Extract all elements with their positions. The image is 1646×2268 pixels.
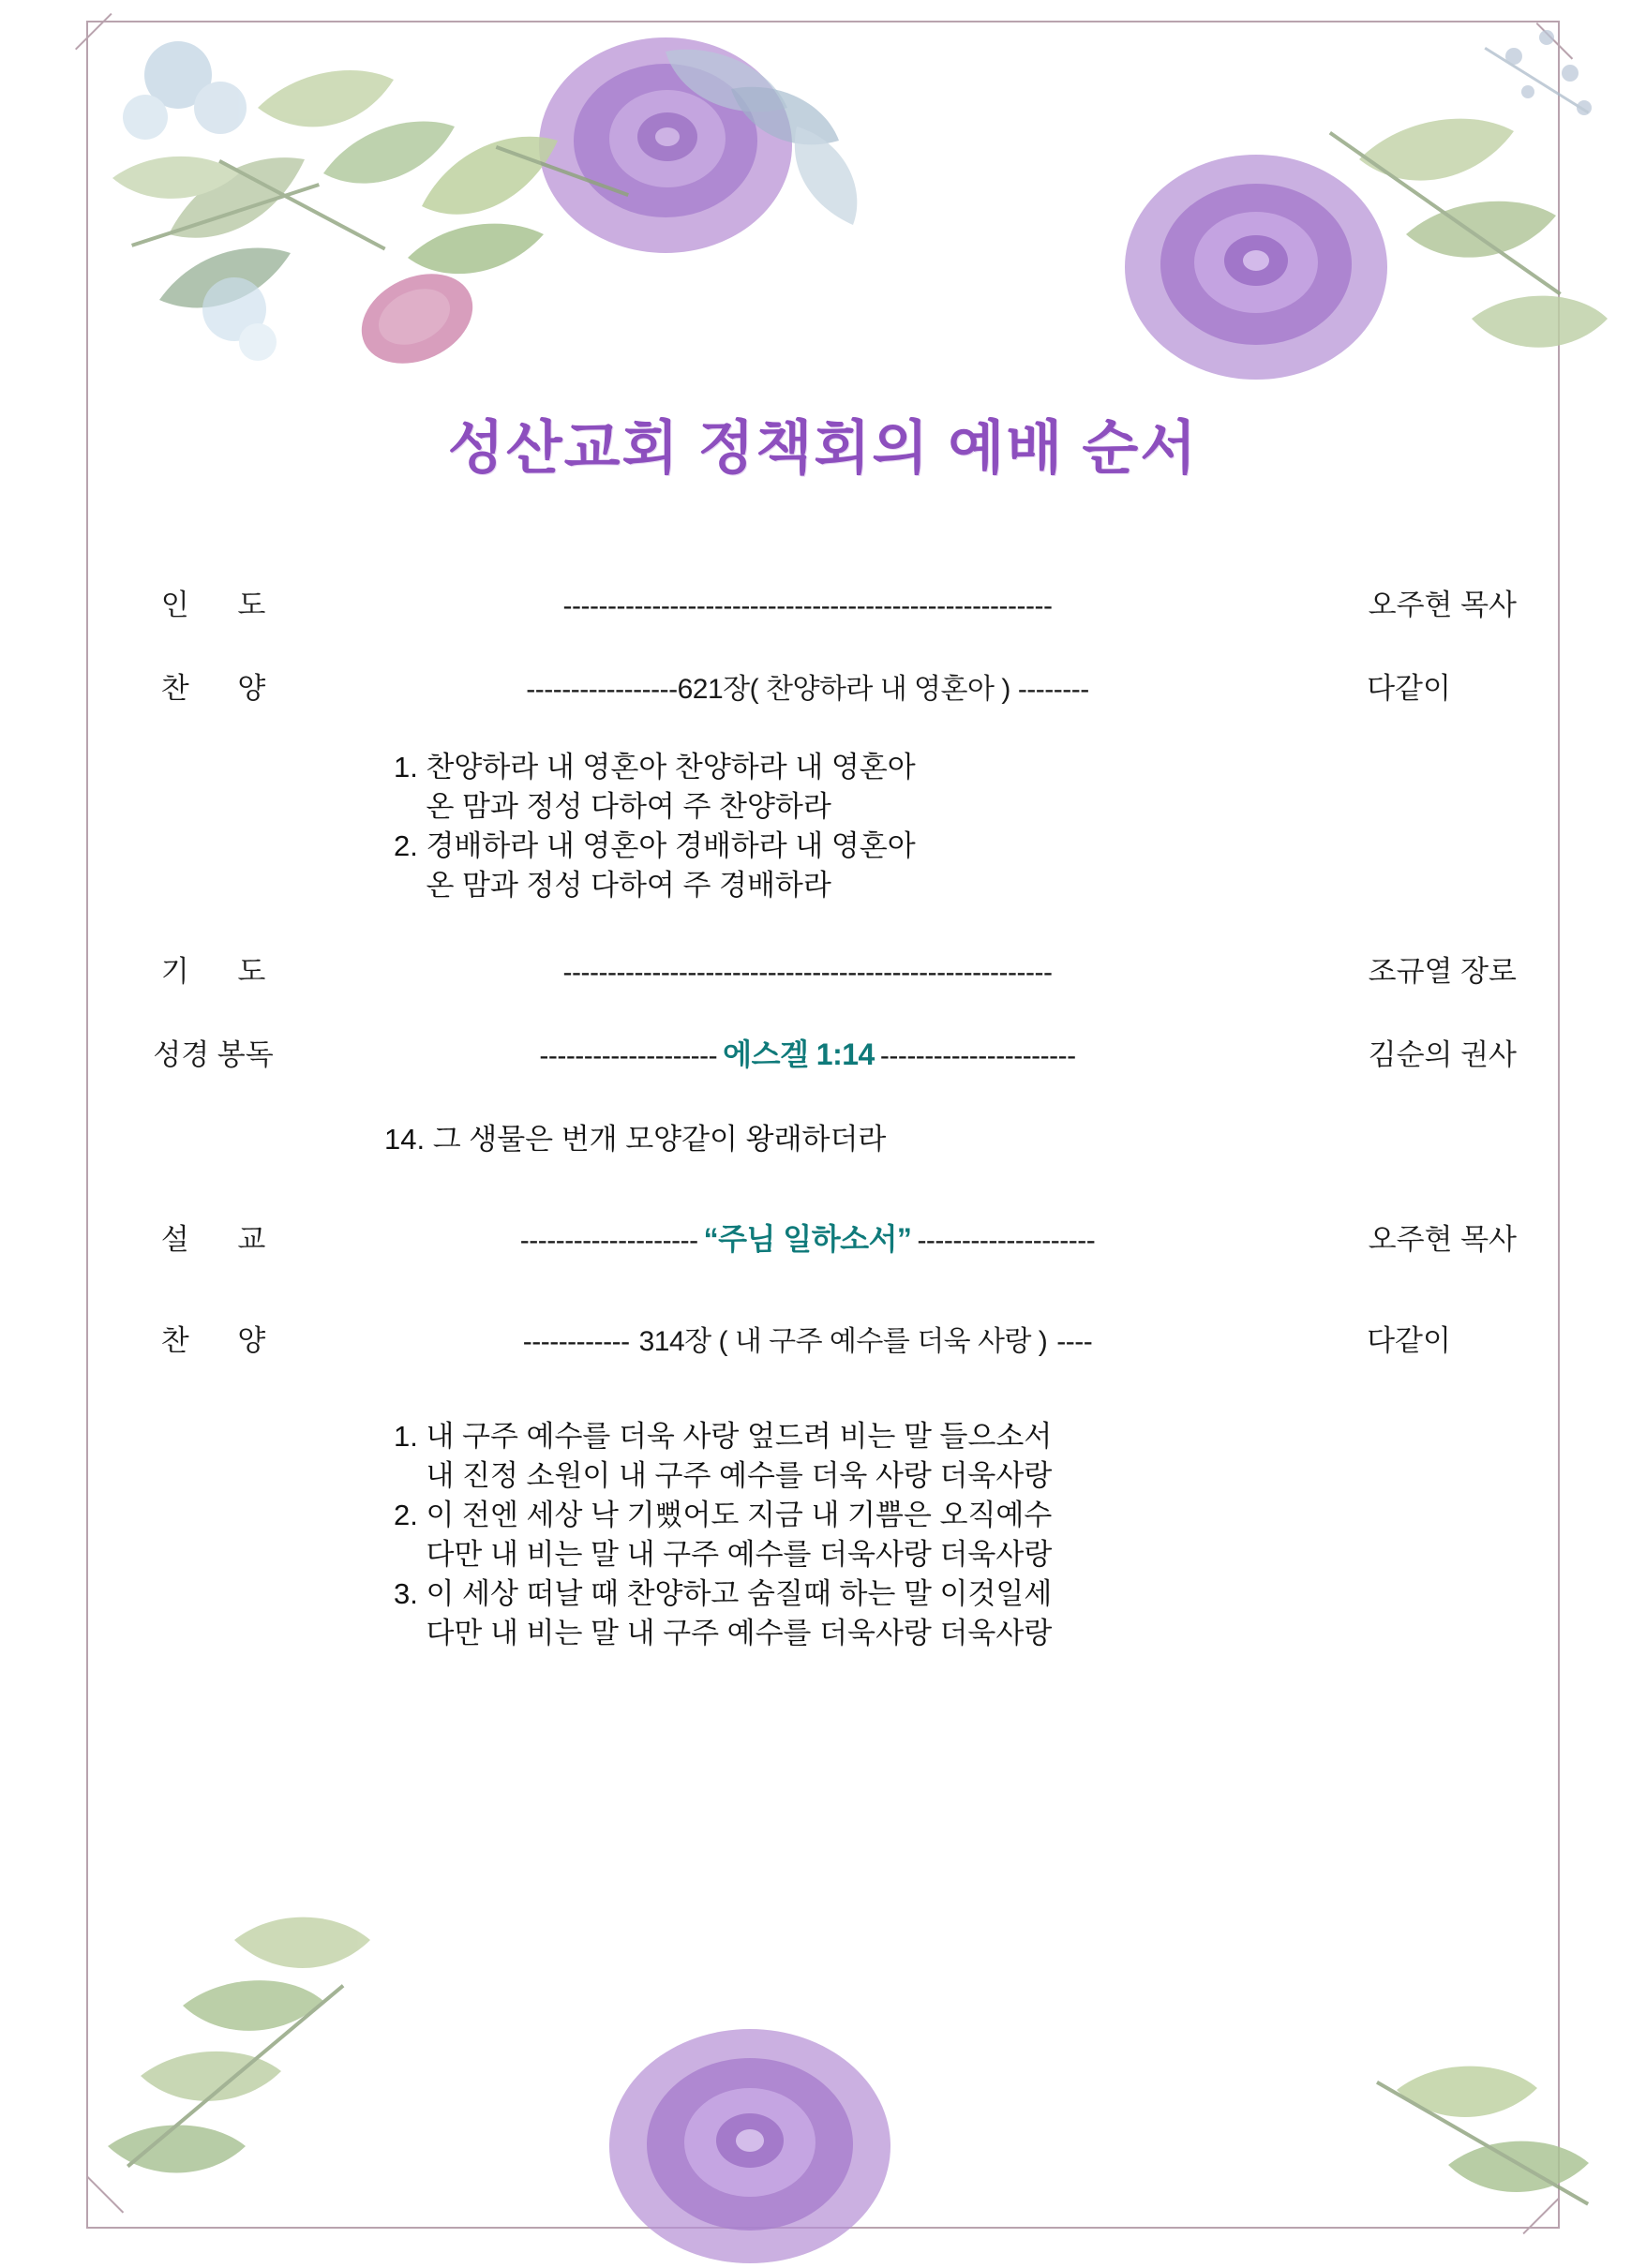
order-dashes-prayer: -------------------------------------------------------: [562, 956, 1053, 988]
order-person-hymn-621: 다같이: [1367, 672, 1451, 705]
hymn-621-line-1: 1. 찬양하라 내 영혼아 찬양하라 내 영혼아: [394, 751, 916, 783]
rose-decoration-top-center: [506, 19, 825, 300]
order-row-prayer: [112, 947, 1537, 990]
hymn-314-line-4: 다만 내 비는 말 내 구주 예수를 더욱사랑 더욱사랑: [394, 1538, 1053, 1572]
order-row-sermon: [112, 1216, 1537, 1259]
corner-ornament-top-left: [75, 13, 148, 86]
order-label-hymn-314: 찬 양: [160, 1323, 266, 1357]
corner-ornament-top-right: [1500, 22, 1573, 96]
dash-pre-sermon: --------------------: [519, 1224, 698, 1256]
order-person-leader: 오주현 목사: [1368, 589, 1517, 621]
dash-post-hymn-314: ----: [1056, 1325, 1093, 1357]
dash-pre-hymn-621: -----------------: [526, 674, 678, 705]
hymn-314-line-6: 다만 내 비는 말 내 구주 예수를 더욱사랑 더욱사랑: [394, 1617, 1053, 1650]
order-label-leader: 인 도: [160, 589, 266, 621]
page-title: 성산교회 정책회의 예배 순서: [447, 416, 1199, 481]
hymn-621-lyrics: [112, 748, 1537, 906]
hymn-314-line-2: 내 진정 소원이 내 구주 예수를 더욱 사랑 더욱사랑: [394, 1458, 1053, 1492]
corner-ornament-bottom-left: [51, 2176, 124, 2249]
dash-pre-hymn-314: ------------: [522, 1325, 630, 1357]
floral-decoration-bottom-left: [75, 1884, 469, 2249]
floral-decoration-top-middle: [356, 37, 881, 375]
order-row-hymn-314: [112, 1317, 1537, 1359]
sermon-title: “주님 일하소서”: [703, 1221, 912, 1256]
hymn-621-title: 621장( 찬양하라 내 영혼아 ): [677, 674, 1010, 705]
dash-pre-scripture: --------------------: [539, 1039, 718, 1071]
hymn-621-line-2: 온 맘과 정성 다하여 주 찬양하라: [394, 790, 831, 824]
order-row-hymn-621: [112, 664, 1537, 707]
rose-decoration-bottom-center: [591, 2006, 909, 2268]
order-middle-hymn-621: [314, 665, 1301, 707]
order-label-sermon: 설 교: [160, 1222, 266, 1256]
rose-decoration-top-right: [1106, 131, 1406, 412]
scripture-verse-text: 14. 그 생물은 번개 모양같이 왕래하더라: [384, 1122, 887, 1156]
order-row-leader: [112, 581, 1537, 623]
hymn-314-line-1: 1. 내 구주 예수를 더욱 사랑 엎드려 비는 말 들으소서: [394, 1419, 1053, 1453]
order-label-prayer: 기 도: [160, 954, 266, 988]
floral-decoration-bottom-right: [1359, 2015, 1640, 2249]
order-dashes-leader: -------------------------------------------------------: [562, 590, 1053, 621]
hymn-621-line-4: 온 맘과 정성 다하여 주 경배하라: [394, 869, 831, 903]
order-middle-scripture: [314, 1031, 1301, 1074]
hymn-314-title: 314장 ( 내 구주 예수를 더욱 사랑 ): [638, 1325, 1048, 1357]
hymn-314-lyrics: [112, 1417, 1537, 1654]
dash-post-sermon: --------------------: [917, 1224, 1096, 1256]
order-person-sermon: 오주현 목사: [1368, 1222, 1517, 1256]
hymn-314-line-5: 3. 이 세상 떠날 때 찬양하고 숨질때 하는 말 이것일세: [394, 1577, 1053, 1611]
order-of-worship: [112, 581, 1537, 1654]
hymn-314-line-3: 2. 이 전엔 세상 낙 기뻤어도 지금 내 기쁨은 오직예수: [394, 1498, 1053, 1531]
order-label-hymn-621: 찬 양: [160, 672, 266, 705]
scripture-reference: 에스겔 1:14: [723, 1037, 875, 1071]
order-row-scripture: [112, 1031, 1537, 1074]
order-person-prayer: 조규열 장로: [1368, 954, 1517, 988]
dash-post-hymn-621: --------: [1017, 674, 1089, 705]
order-person-scripture: 김순의 권사: [1368, 1037, 1517, 1071]
floral-decoration-top-left: [56, 19, 581, 412]
dash-post-scripture: ----------------------: [879, 1039, 1076, 1071]
order-person-hymn-314: 다같이: [1367, 1323, 1451, 1357]
floral-decoration-top-right: [1247, 19, 1622, 412]
order-label-scripture: 성경 봉독: [153, 1037, 274, 1071]
order-middle-sermon: [314, 1216, 1301, 1259]
hymn-621-line-3: 2. 경배하라 내 영혼아 경배하라 내 영혼아: [394, 829, 916, 863]
order-middle-hymn-314: [314, 1318, 1301, 1359]
corner-ornament-bottom-right: [1487, 2161, 1560, 2234]
